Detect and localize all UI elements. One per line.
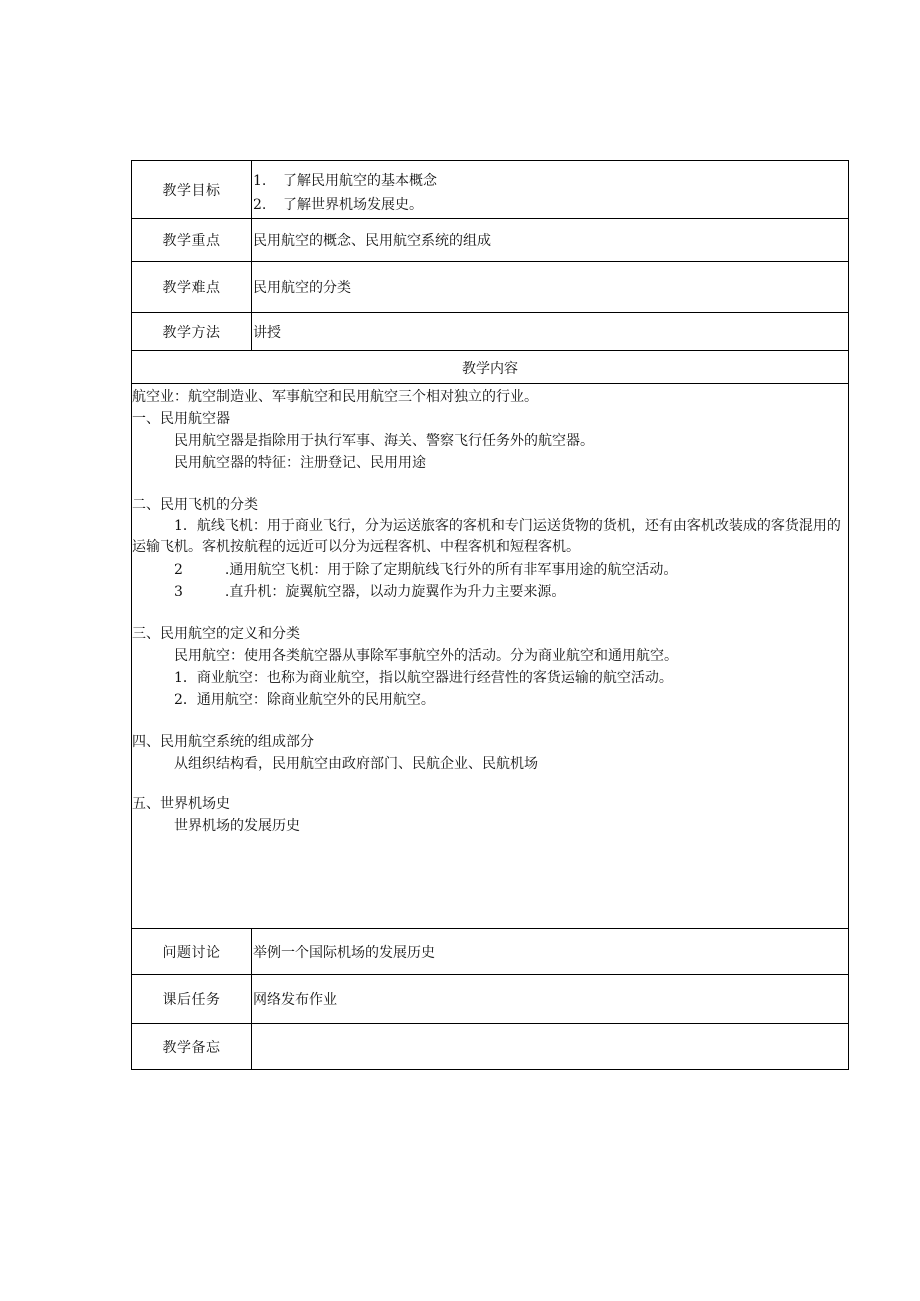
section-heading: 五、世界机场史	[132, 796, 230, 812]
content-paragraph: 1．商业航空：也称为商业航空，指以航空器进行经营性的客货运输的航空活动。	[174, 670, 673, 686]
teaching-content	[132, 351, 848, 929]
key-points-value: 民用航空的概念、民用航空系统的组成	[253, 233, 491, 249]
notes-value	[253, 1024, 842, 1069]
section-heading: 一、民用航空器	[132, 411, 230, 427]
homework-row	[132, 975, 848, 1024]
notes-row	[132, 1024, 848, 1069]
method-value: 讲授	[253, 324, 281, 341]
content-paragraph: 1．航线飞机：用于商业飞行，分为运送旅客的客机和专门运送货物的货机，还有由客机改装成的客货混用的运输飞机。客机按航程的远近可以分为远程客机、中程客机和短程客机。	[132, 518, 841, 555]
section-heading: 三、民用航空的定义和分类	[132, 626, 300, 642]
notes-label: 教学备忘	[132, 1024, 252, 1069]
section-heading: 四、民用航空系统的组成部分	[132, 734, 314, 750]
content-paragraph: 世界机场的发展历史	[174, 818, 300, 834]
content-paragraph: 民用航空器是指除用于执行军事、海关、警察飞行任务外的航空器。	[174, 433, 594, 449]
objective-item: 1. 了解民用航空的基本概念	[253, 173, 437, 189]
content-paragraph: 3 .直升机：旋翼航空器，以动力旋翼作为升力主要来源。	[174, 584, 566, 600]
method-label: 教学方法	[132, 313, 252, 350]
discussion-value: 举例一个国际机场的发展历史	[253, 944, 435, 961]
objectives-row	[132, 161, 848, 219]
content-title: 教学内容	[462, 361, 518, 377]
content-paragraph: 从组织结构看，民用航空由政府部门、民航企业、民航机场	[174, 756, 538, 772]
content-intro: 航空业：航空制造业、军事航空和民用航空三个相对独立的行业。	[132, 389, 538, 405]
objectives-list	[253, 169, 437, 217]
objectives-label: 教学目标	[132, 161, 252, 218]
discussion-row	[132, 929, 848, 975]
method-row	[132, 313, 848, 351]
lesson-plan-table	[131, 160, 849, 1070]
key-points-row	[132, 219, 848, 262]
key-points-label: 教学重点	[132, 219, 252, 261]
difficulties-label: 教学难点	[132, 262, 252, 312]
content-paragraph: 民用航空：使用各类航空器从事除军事航空外的活动。分为商业航空和通用航空。	[174, 648, 678, 664]
section-heading: 二、民用飞机的分类	[132, 497, 258, 513]
difficulties-row	[132, 262, 848, 313]
content-paragraph: 2 .通用航空飞机：用于除了定期航线飞行外的所有非军事用途的航空活动。	[174, 562, 678, 578]
homework-value: 网络发布作业	[253, 992, 337, 1008]
content-divider	[132, 383, 848, 384]
difficulties-value: 民用航空的分类	[253, 280, 351, 296]
discussion-label: 问题讨论	[132, 929, 252, 974]
objective-item: 2. 了解世界机场发展史。	[253, 197, 423, 213]
content-paragraph: 民用航空器的特征：注册登记、民用用途	[174, 455, 426, 471]
homework-label: 课后任务	[132, 975, 252, 1023]
content-paragraph: 2．通用航空：除商业航空外的民用航空。	[174, 692, 435, 708]
